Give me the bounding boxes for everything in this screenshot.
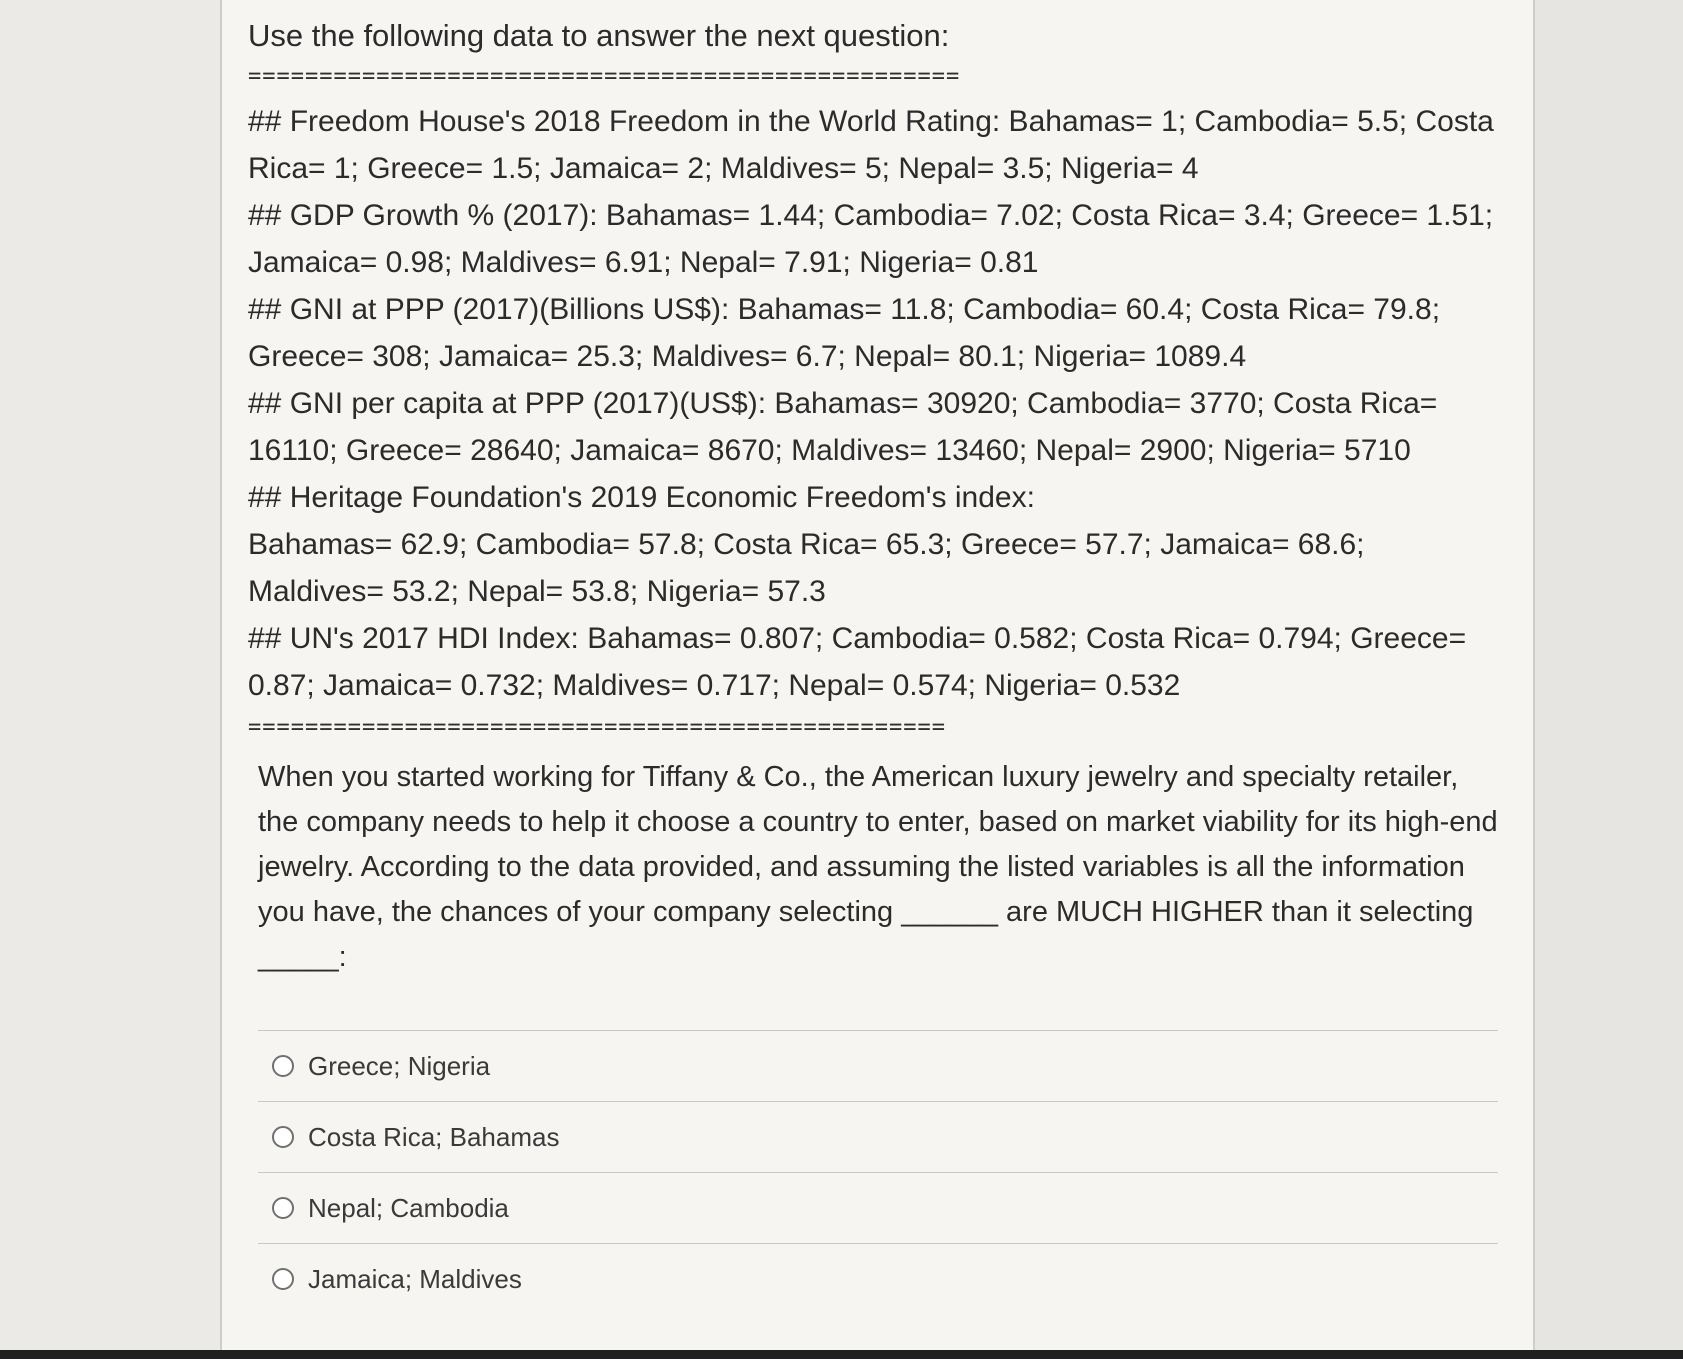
left-margin <box>0 0 220 1359</box>
radio-button-1[interactable] <box>272 1055 294 1077</box>
data-line-gdp-growth: ## GDP Growth % (2017): Bahamas= 1.44; Cambodia= 7.02; Costa Rica= 3.4; Greece= 1.51; Jamaica= 0.98; Maldives= 6.91; Nepal= 7.91; Nigeria= 0.81 <box>248 199 1494 279</box>
data-line-hdi: ## UN's 2017 HDI Index: Bahamas= 0.807; Cambodia= 0.582; Costa Rica= 0.794; Greece= 0.87; Jamaica= 0.732; Maldives= 0.717; Nepal= 0.574; Nigeria= 0.532 <box>248 622 1467 702</box>
question-prompt: When you started working for Tiffany & Co., the American luxury jewelry and specialty retailer, the company needs to help it choose a country to enter, based on market viability for its high-end jewelry. According to the data provided, and assuming the listed variables is all the information you have, the chances of your company selecting ______ are MUCH HIGHER than it selecting _____: <box>258 761 1498 973</box>
radio-button-2[interactable] <box>272 1126 294 1148</box>
answer-option-3[interactable] <box>258 1173 1498 1243</box>
screen-bezel <box>0 1350 1683 1359</box>
answer-option-label: Greece; Nigeria <box>308 1050 491 1081</box>
question-panel <box>220 0 1535 1350</box>
data-line-heritage-values: Bahamas= 62.9; Cambodia= 57.8; Costa Rica= 65.3; Greece= 57.7; Jamaica= 68.6; Maldives= 53.2; Nepal= 53.8; Nigeria= 57.3 <box>248 528 1365 608</box>
radio-button-4[interactable] <box>272 1268 294 1290</box>
answer-option-1[interactable] <box>258 1031 1498 1101</box>
data-line-gni-per-capita: ## GNI per capita at PPP (2017)(US$): Bahamas= 30920; Cambodia= 3770; Costa Rica= 16110; Greece= 28640; Jamaica= 8670; Maldives= 13460; Nepal= 2900; Nigeria= 5710 <box>248 387 1438 467</box>
radio-button-3[interactable] <box>272 1197 294 1219</box>
data-line-heritage-heading: ## Heritage Foundation's 2019 Economic Freedom's index: <box>248 481 1035 514</box>
data-block <box>248 98 1498 709</box>
question-intro: Use the following data to answer the next question: <box>248 18 950 53</box>
question-content <box>248 14 1498 980</box>
answer-options <box>258 1030 1498 1314</box>
answer-option-label: Costa Rica; Bahamas <box>308 1121 560 1152</box>
data-line-freedom-house: ## Freedom House's 2018 Freedom in the World Rating: Bahamas= 1; Cambodia= 5.5; Costa Rica= 1; Greece= 1.5; Jamaica= 2; Maldives= 5; Nepal= 3.5; Nigeria= 4 <box>248 105 1494 185</box>
right-margin <box>1535 0 1683 1359</box>
answer-option-4[interactable] <box>258 1244 1498 1314</box>
separator-bottom: ================================================= <box>248 715 947 740</box>
answer-option-label: Jamaica; Maldives <box>308 1263 522 1294</box>
answer-option-label: Nepal; Cambodia <box>308 1192 509 1223</box>
data-line-gni-ppp: ## GNI at PPP (2017)(Billions US$): Bahamas= 11.8; Cambodia= 60.4; Costa Rica= 79.8; Greece= 308; Jamaica= 25.3; Maldives= 6.7; Nepal= 80.1; Nigeria= 1089.4 <box>248 293 1441 373</box>
answer-option-2[interactable] <box>258 1102 1498 1172</box>
separator-top: ================================================== <box>248 64 961 89</box>
